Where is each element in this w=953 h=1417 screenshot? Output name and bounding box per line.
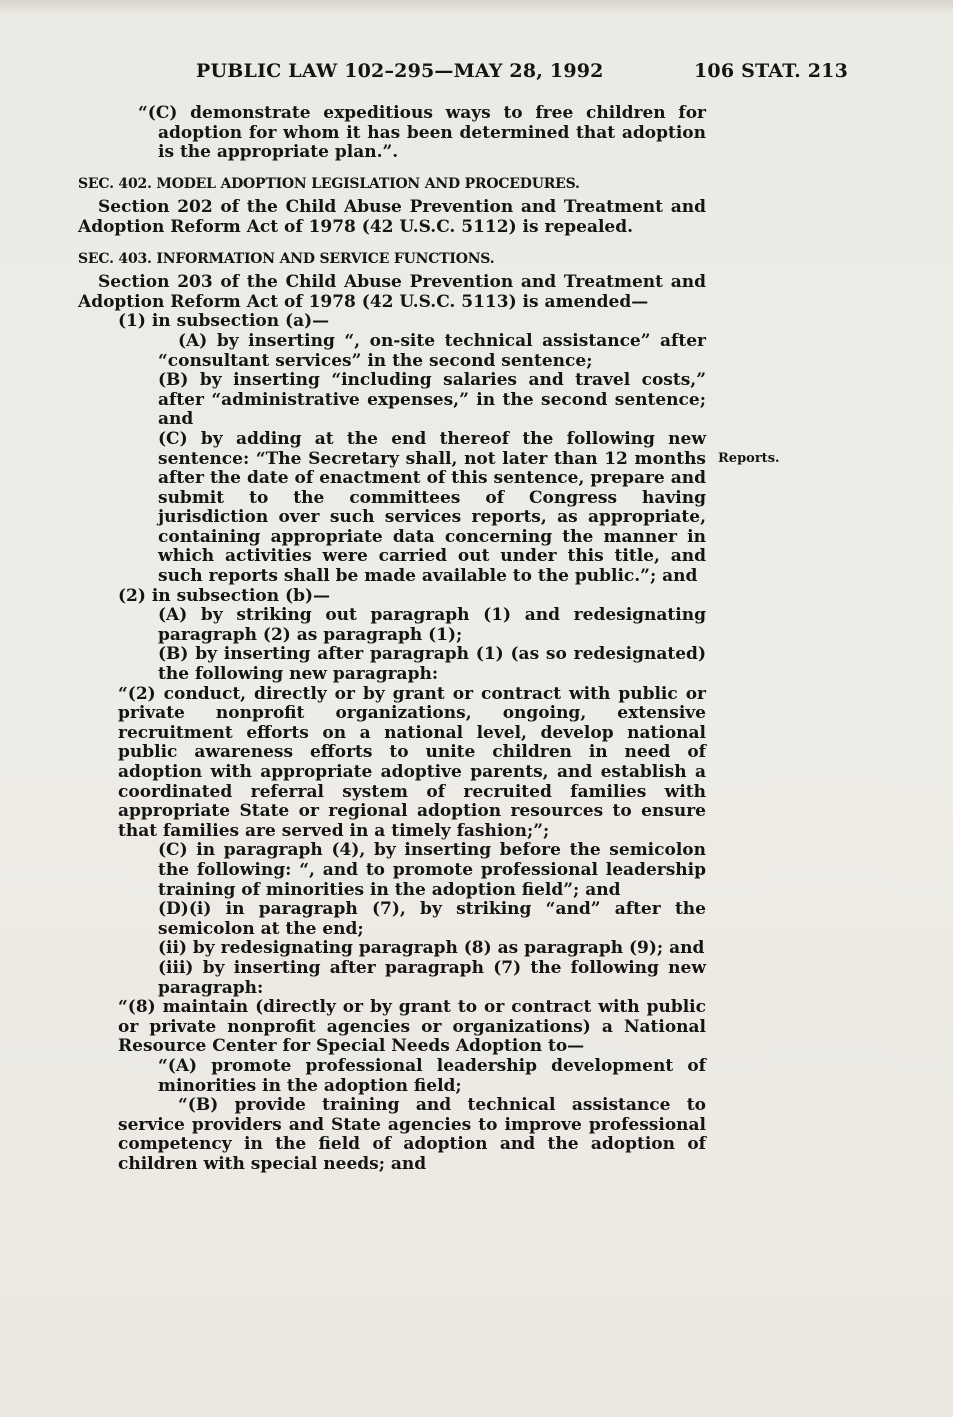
subsection-b-item: (2) in subsection (b)— xyxy=(118,585,331,606)
quoted-paragraph-2 xyxy=(78,685,706,842)
section-heading-402 xyxy=(78,175,706,195)
subsection-a-item: (1) in subsection (a)— xyxy=(118,311,330,332)
section-403-intro: Section 203 of the Child Abuse Prevention and Treatment and Adoption Reform Act of 1978 (42 U.S.C. 5113) is amended— xyxy=(78,272,706,312)
item-a-onsite-text: (A) by inserting “, on-site technical assistance” after “consultant services” in the second sentence; xyxy=(158,330,706,371)
quoted-paragraph-8 xyxy=(78,998,706,1057)
item-b-a-strike xyxy=(78,606,706,645)
item-c-paragraph-4-text: (C) in paragraph (4), by inserting before the semicolon the following: “, and to promote professional leadership training of minorities in the adoption field”; and xyxy=(158,840,706,900)
section-title: INFORMATION AND SERVICE FUNCTIONS. xyxy=(156,250,495,267)
item-a-onsite xyxy=(78,332,706,371)
document-body xyxy=(78,104,706,1174)
margin-note-reports: Reports. xyxy=(718,451,780,466)
item-d-iii xyxy=(78,959,706,998)
quoted-item-b xyxy=(78,1096,706,1174)
item-c-paragraph-4 xyxy=(78,841,706,900)
page-header xyxy=(196,60,848,88)
item-c-reports xyxy=(78,430,706,587)
section-number: SEC. 402. xyxy=(78,175,152,192)
section-402-text: Section 202 of the Child Abuse Prevention and Treatment and Adoption Reform Act of 1978 (42 U.S.C. 5112) is repealed. xyxy=(78,197,706,237)
item-d-ii-text: (ii) by redesignating paragraph (8) as paragraph (9); and xyxy=(158,938,705,959)
item-d-i xyxy=(78,900,706,939)
header-stat-page: 106 STAT. 213 xyxy=(694,60,848,82)
quoted-paragraph-8-text: “(8) maintain (directly or by grant to or contract with public or private nonprofit agencies or organizations) a National Resource Center for Special Needs Adoption to— xyxy=(118,997,706,1057)
quoted-item-a xyxy=(78,1057,706,1096)
item-b-salaries xyxy=(78,371,706,430)
item-b-salaries-text: (B) by inserting “including salaries and travel costs,” after “administrative expenses,” in the second sentence; and xyxy=(158,370,706,430)
section-title: MODEL ADOPTION LEGISLATION AND PROCEDURES. xyxy=(156,175,580,192)
item-b-b-insert xyxy=(78,645,706,684)
paragraph-c-demonstrate: “(C) demonstrate expeditious ways to free children for adoption for whom it has been determined that adoption is the appropriate plan.”. xyxy=(138,103,706,163)
section-heading-403 xyxy=(78,250,706,270)
quoted-item-b-text: “(B) provide training and technical assistance to service providers and State agencies to improve professional competency in the field of adoption and the adoption of children with special needs; and xyxy=(118,1095,706,1174)
item-b-a-strike-text: (A) by striking out paragraph (1) and redesignating paragraph (2) as paragraph (1); xyxy=(158,605,706,645)
item-b-b-insert-text: (B) by inserting after paragraph (1) (as so redesignated) the following new paragraph: xyxy=(158,644,706,685)
item-c-reports-text: (C) by adding at the end thereof the following new sentence: “The Secretary shall, not later than 12 months after the date of enactment of this sentence, prepare and submit to the committees of Congress having jurisdiction over such services reports, as appropriate, containing appropriate data concerning the manner in which activities were carried out under this title, and such reports shall be made available to the public.”; and xyxy=(158,428,706,587)
item-d-ii xyxy=(78,939,706,959)
item-d-iii-text: (iii) by inserting after paragraph (7) the following new paragraph: xyxy=(158,957,706,998)
item-d-i-text: (D)(i) in paragraph (7), by striking “and” after the semicolon at the end; xyxy=(158,899,706,939)
section-number: SEC. 403. xyxy=(78,250,152,267)
quoted-item-a-text: “(A) promote professional leadership development of minorities in the adoption field; xyxy=(158,1055,706,1096)
page-edge-shadow xyxy=(0,0,953,14)
header-law-citation: PUBLIC LAW 102–295—MAY 28, 1992 xyxy=(196,60,604,82)
quoted-paragraph-2-text: “(2) conduct, directly or by grant or contract with public or private nonprofit organizations, ongoing, extensive recruitment efforts on a national level, develop national public awareness efforts to unite children in need of adoption with appropriate adoptive parents, and establish a coordinated referral system of recruited families with appropriate State or regional adoption resources to ensure that families are served in a timely fashion;”; xyxy=(118,683,706,841)
